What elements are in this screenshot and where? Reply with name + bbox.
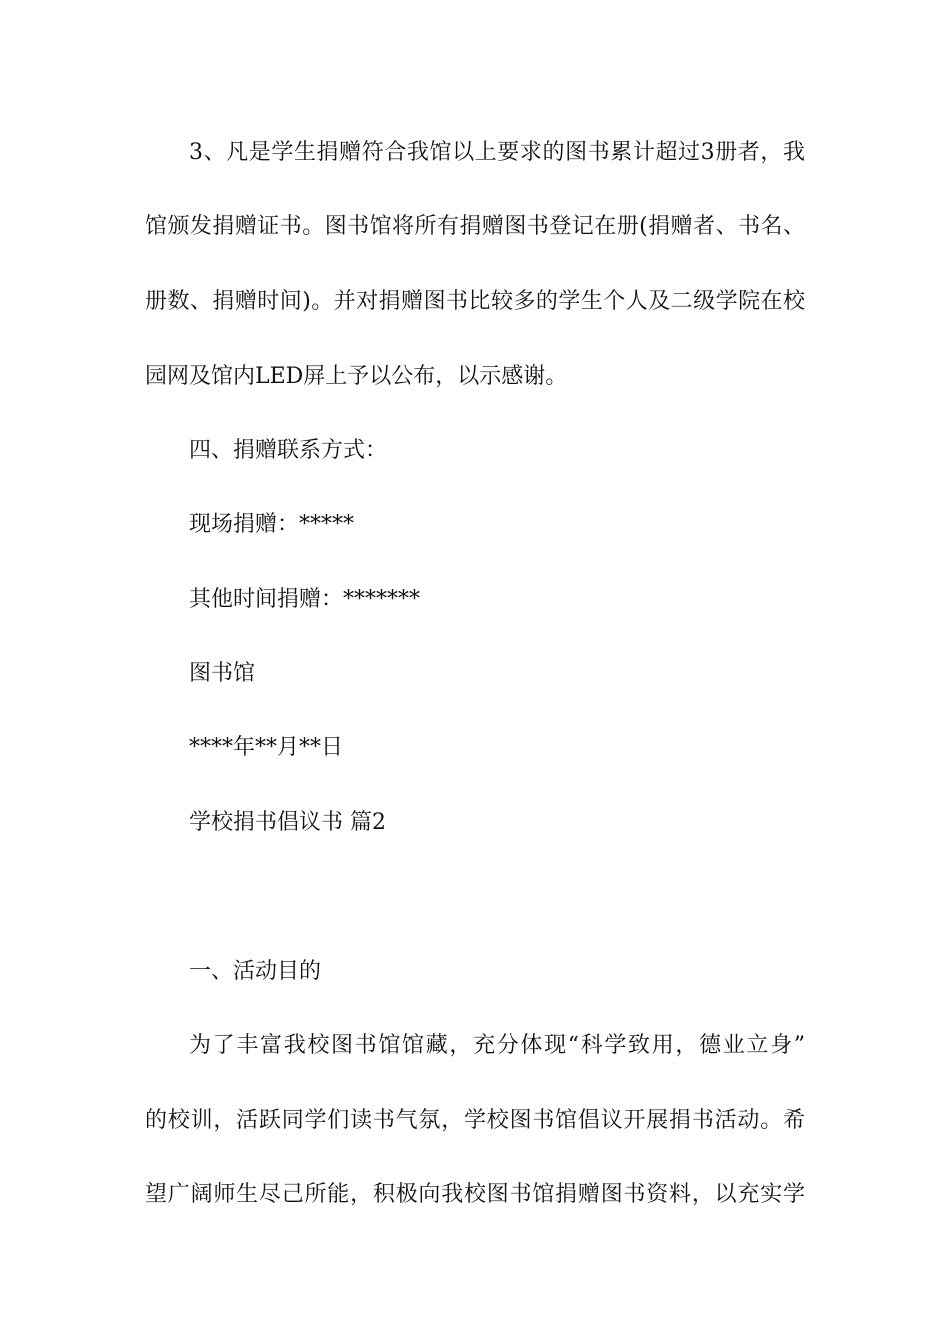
paragraph-line: 的校训，活跃同学们读书气氛，学校图书馆倡议开展捐书活动。希: [145, 1108, 805, 1133]
section-heading: 一、活动目的: [189, 959, 322, 984]
signature: 图书馆: [189, 661, 256, 686]
contact-onsite: 现场捐赠：*****: [189, 512, 355, 537]
section-heading: 四、捐赠联系方式：: [189, 438, 388, 463]
contact-other-time: 其他时间捐赠：*******: [189, 587, 421, 612]
paragraph-line: 3、凡是学生捐赠符合我馆以上要求的图书累计超过3册者，我: [189, 140, 805, 165]
article-title: 学校捐书倡议书 篇2: [189, 810, 386, 835]
date: ****年**月**日: [189, 735, 344, 760]
paragraph-line: 为了丰富我校图书馆馆藏，充分体现“科学致用，德业立身”: [189, 1033, 805, 1058]
paragraph-line: 望广阔师生尽己所能，积极向我校图书馆捐赠图书资料，以充实学: [145, 1182, 805, 1207]
paragraph-line: 馆颁发捐赠证书。图书馆将所有捐赠图书登记在册(捐赠者、书名、: [145, 214, 805, 239]
paragraph-line: 册数、捐赠时间)。并对捐赠图书比较多的学生个人及二级学院在校: [145, 289, 805, 314]
paragraph-line: 园网及馆内LED屏上予以公布，以示感谢。: [145, 364, 568, 389]
